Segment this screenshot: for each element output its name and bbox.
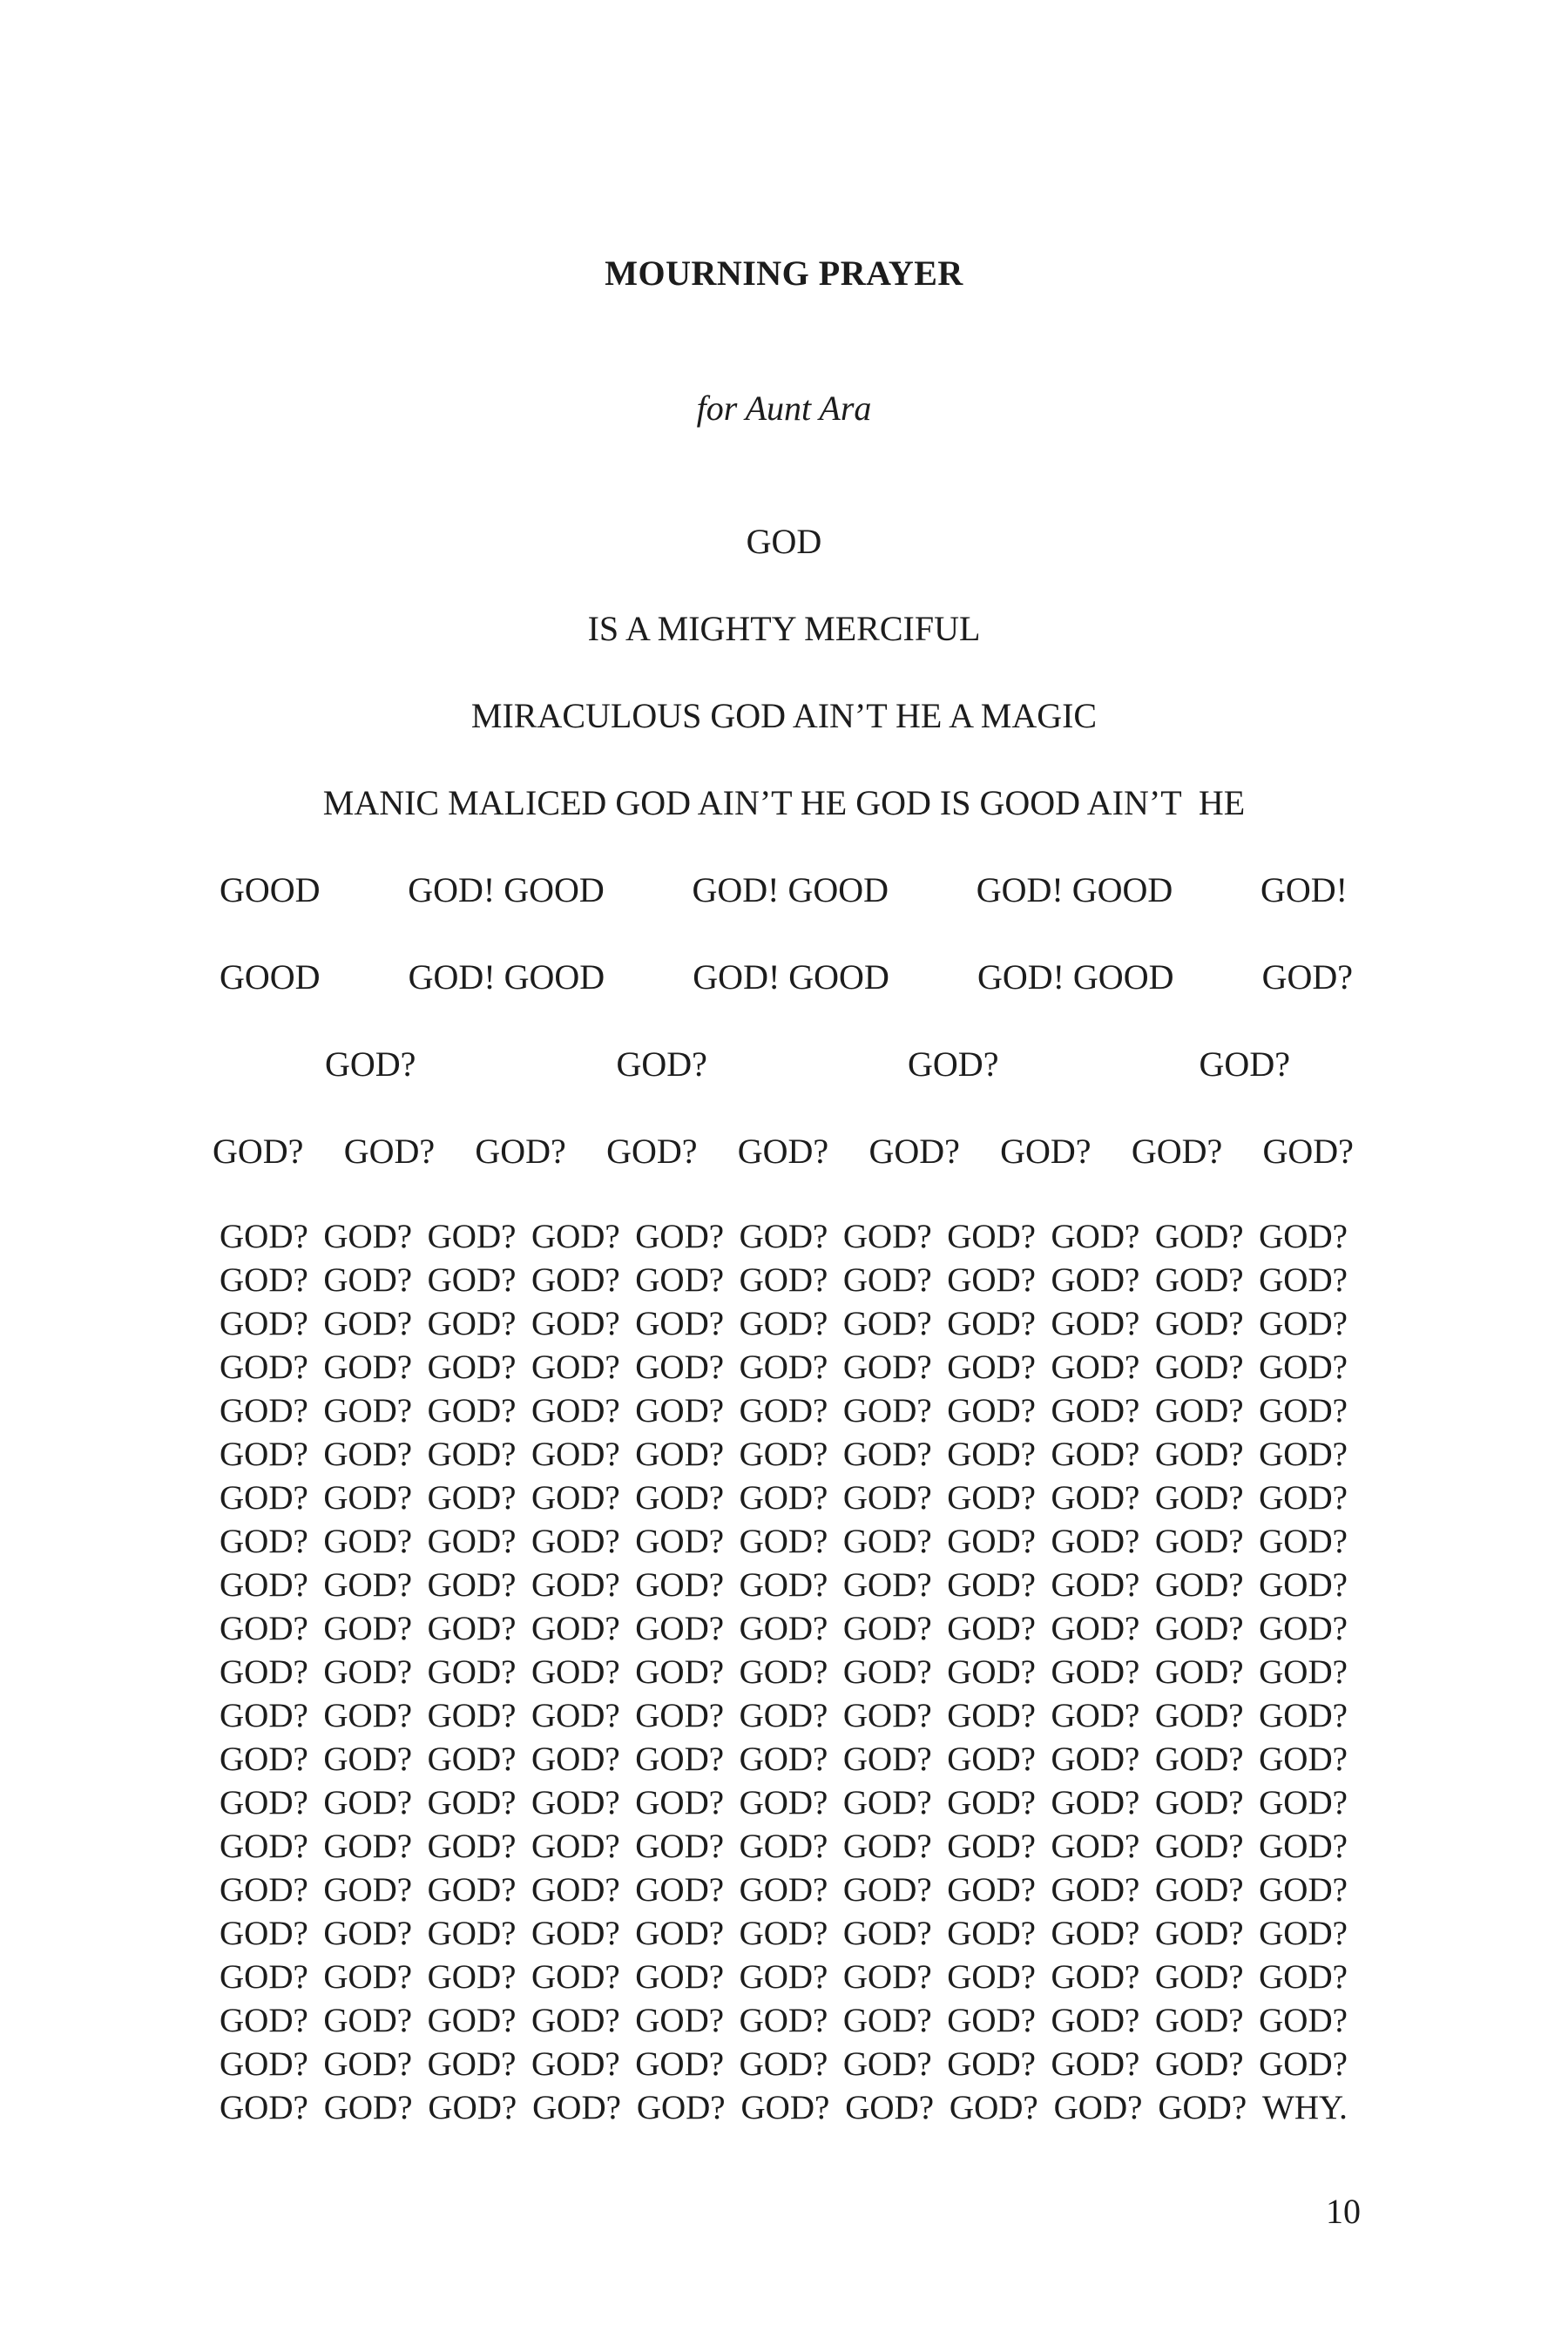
god-token: GOD?	[947, 1784, 1036, 1821]
god-token: GOD?	[635, 1392, 725, 1429]
poem-word: GOD?	[1000, 1132, 1092, 1171]
god-token: GOD?	[635, 1348, 725, 1386]
god-token: GOD?	[1154, 1915, 1244, 1952]
god-token: GOD?	[739, 1523, 828, 1560]
god-token: GOD?	[947, 1479, 1036, 1517]
god-token: GOD?	[1259, 1436, 1348, 1473]
god-token: GOD?	[947, 1305, 1036, 1342]
god-token: GOD?	[323, 1436, 413, 1473]
god-token: GOD?	[427, 1871, 517, 1909]
god-token: GOD?	[842, 1305, 932, 1342]
god-block-line	[220, 1302, 1348, 1346]
god-token: GOD?	[635, 2002, 725, 2039]
god-token: GOD?	[427, 1261, 517, 1299]
god-token: GOD?	[842, 1348, 932, 1386]
god-token: GOD?	[1259, 1261, 1348, 1299]
god-token: GOD?	[531, 1348, 620, 1386]
god-token: GOD?	[739, 1915, 828, 1952]
god-token: GOD?	[1053, 2089, 1143, 2126]
god-token: GOD?	[1051, 1740, 1140, 1778]
poem-word: GOD?	[606, 1132, 698, 1171]
god-token: GOD?	[1259, 1828, 1348, 1865]
god-token: GOD?	[635, 1784, 725, 1821]
god-token: GOD?	[635, 1958, 725, 1996]
god-token: GOD?	[947, 1740, 1036, 1778]
god-token: GOD?	[323, 2089, 413, 2126]
god-token: GOD?	[949, 2089, 1038, 2126]
poem-word: GOD?	[213, 1132, 304, 1171]
poem-spread-row	[220, 956, 1353, 997]
god-token: GOD?	[220, 1479, 308, 1517]
god-token: GOD?	[947, 1915, 1036, 1952]
god-block-line	[220, 1346, 1348, 1389]
god-token: GOD?	[842, 1523, 932, 1560]
poem-dedication: for Aunt Ara	[696, 389, 872, 428]
god-token: GOD?	[323, 1784, 413, 1821]
god-token: GOD?	[427, 1653, 517, 1691]
god-token: GOD?	[1051, 1784, 1140, 1821]
god-token: GOD?	[947, 2045, 1036, 2083]
god-token: GOD?	[739, 1740, 828, 1778]
poem-word: GOOD	[220, 957, 321, 997]
god-token: GOD?	[739, 1218, 828, 1255]
poem-spread-row	[325, 1044, 1290, 1085]
god-token: GOD?	[1051, 1392, 1140, 1429]
god-token: GOD?	[427, 1523, 517, 1560]
god-token: GOD?	[635, 1915, 725, 1952]
god-block-line	[220, 1389, 1348, 1433]
god-token: GOD?	[739, 1958, 828, 1996]
god-block-line	[220, 1956, 1348, 1999]
god-block-line	[220, 1215, 1348, 1259]
god-token: GOD?	[531, 1828, 620, 1865]
god-token: GOD?	[531, 2045, 620, 2083]
god-block-line	[220, 1651, 1348, 1694]
god-token: GOD?	[1154, 2002, 1244, 2039]
god-token: GOD?	[635, 1566, 725, 1604]
god-token: GOD?	[635, 2045, 725, 2083]
god-token: GOD?	[323, 1305, 413, 1342]
god-token: GOD?	[220, 1828, 308, 1865]
god-token: GOD?	[947, 2002, 1036, 2039]
god-token: GOD?	[842, 1740, 932, 1778]
god-token: GOD?	[842, 1261, 932, 1299]
god-token: GOD?	[323, 1610, 413, 1647]
god-token: GOD?	[739, 1653, 828, 1691]
god-block-line	[220, 1738, 1348, 1781]
god-token: GOD?	[947, 1218, 1036, 1255]
god-token: GOD?	[1051, 1871, 1140, 1909]
god-token: GOD?	[531, 1610, 620, 1647]
god-token: GOD?	[635, 1305, 725, 1342]
god-token: GOD?	[1259, 2045, 1348, 2083]
god-token: GOD?	[220, 1218, 308, 1255]
god-token: GOD?	[427, 1784, 517, 1821]
god-token: GOD?	[220, 1436, 308, 1473]
god-token: GOD?	[739, 1784, 828, 1821]
god-token: GOD?	[323, 1261, 413, 1299]
god-token: GOD?	[323, 1348, 413, 1386]
god-block-line	[220, 1825, 1348, 1869]
god-token: GOD?	[842, 1392, 932, 1429]
god-token: GOD?	[427, 1828, 517, 1865]
god-token: GOD?	[220, 1653, 308, 1691]
god-token: GOD?	[220, 2089, 308, 2126]
god-token: GOD?	[323, 1218, 413, 1255]
god-token: GOD?	[1259, 1740, 1348, 1778]
god-token: GOD?	[323, 1740, 413, 1778]
poem-line-3: MIRACULOUS GOD AIN’T HE A MAGIC	[470, 696, 1098, 735]
god-token: GOD?	[427, 1218, 517, 1255]
god-token: GOD?	[1259, 1348, 1348, 1386]
god-token: GOD?	[740, 2089, 830, 2126]
god-token: GOD?	[1154, 1261, 1244, 1299]
god-token: GOD?	[1259, 1218, 1348, 1255]
god-token: GOD?	[842, 1218, 932, 1255]
god-token: GOD?	[1154, 1479, 1244, 1517]
god-token: GOD?	[220, 1261, 308, 1299]
god-token: GOD?	[532, 2089, 621, 2126]
god-token: GOD?	[739, 1479, 828, 1517]
god-token: GOD?	[842, 1828, 932, 1865]
god-token: GOD?	[1051, 1261, 1140, 1299]
god-token: GOD?	[842, 1958, 932, 1996]
god-token: GOD?	[947, 1697, 1036, 1734]
god-token: GOD?	[947, 1828, 1036, 1865]
god-token: GOD?	[1051, 1305, 1140, 1342]
poem-word: GOD?	[908, 1044, 999, 1084]
god-token: GOD?	[427, 1479, 517, 1517]
god-token: GOD?	[1051, 1915, 1140, 1952]
god-token: GOD?	[323, 1523, 413, 1560]
poem-word: GOD! GOOD	[408, 957, 605, 997]
god-token: GOD?	[1051, 1828, 1140, 1865]
god-token: GOD?	[1051, 1958, 1140, 1996]
god-token: GOD?	[947, 1958, 1036, 1996]
god-token: GOD?	[220, 2002, 308, 2039]
god-token: GOD?	[1051, 1523, 1140, 1560]
poem-word: GOD?	[343, 1132, 436, 1171]
god-token: GOD?	[1154, 1348, 1244, 1386]
god-token: GOD?	[427, 1697, 517, 1734]
poem-spread-row	[220, 869, 1348, 910]
god-token: GOD?	[842, 2002, 932, 2039]
god-block-line	[220, 1781, 1348, 1825]
god-token: GOD?	[842, 1566, 932, 1604]
god-block-line	[220, 2043, 1348, 2086]
god-token: GOD?	[220, 1392, 308, 1429]
poem-word: GOD?	[1262, 1132, 1354, 1171]
god-token: GOD?	[220, 1740, 308, 1778]
god-token: GOD?	[1154, 1653, 1244, 1691]
god-token: GOD?	[739, 1305, 828, 1342]
god-token: GOD?	[323, 2002, 413, 2039]
god-token: GOD?	[427, 1740, 517, 1778]
god-token: GOD?	[427, 1566, 517, 1604]
god-token: GOD?	[427, 1348, 517, 1386]
god-block-line	[220, 1869, 1348, 1912]
god-token: GOD?	[842, 1479, 932, 1517]
god-token: GOD?	[427, 1958, 517, 1996]
poem-word: GOD!	[1260, 870, 1348, 909]
god-token: GOD?	[739, 1697, 828, 1734]
poem-word: GOD! GOOD	[977, 957, 1174, 997]
god-token: GOD?	[531, 1523, 620, 1560]
god-token: GOD?	[531, 1305, 620, 1342]
god-token: GOD?	[1259, 1697, 1348, 1734]
god-token: GOD?	[323, 1828, 413, 1865]
god-token: GOD?	[1051, 1610, 1140, 1647]
god-block-line	[220, 1259, 1348, 1302]
god-block-line	[220, 1477, 1348, 1520]
god-token: GOD?	[1051, 1218, 1140, 1255]
god-token: GOD?	[947, 1261, 1036, 1299]
god-token: GOD?	[1051, 1653, 1140, 1691]
god-token: GOD?	[739, 1828, 828, 1865]
god-token: GOD?	[635, 1697, 725, 1734]
page-number: 10	[1326, 2192, 1361, 2231]
god-token: GOD?	[1154, 2045, 1244, 2083]
god-token: GOD?	[842, 1915, 932, 1952]
god-token: GOD?	[531, 1566, 620, 1604]
god-token: GOD?	[220, 1348, 308, 1386]
god-token: GOD?	[428, 2089, 517, 2126]
poem-word: GOD! GOOD	[692, 870, 889, 909]
poem-line-2: IS A MIGHTY MERCIFUL	[587, 609, 981, 648]
god-token: GOD?	[636, 2089, 726, 2126]
god-token: GOD?	[323, 1392, 413, 1429]
god-token: GOD?	[947, 1653, 1036, 1691]
poem-title: MOURNING PRAYER	[605, 253, 963, 293]
god-token: GOD?	[427, 2045, 517, 2083]
poem-word: GOD?	[868, 1132, 960, 1171]
god-token: GOD?	[1051, 1566, 1140, 1604]
god-token: GOD?	[1154, 1610, 1244, 1647]
god-token: GOD?	[323, 1479, 413, 1517]
god-token: GOD?	[1154, 1305, 1244, 1342]
poem-spread-row	[213, 1131, 1354, 1172]
god-token: GOD?	[323, 1915, 413, 1952]
god-token: GOD?	[739, 1392, 828, 1429]
god-token: GOD?	[220, 1915, 308, 1952]
repeated-god-block	[220, 1215, 1348, 2130]
god-token: GOD?	[635, 1436, 725, 1473]
god-token: GOD?	[323, 1697, 413, 1734]
god-token: GOD?	[531, 1784, 620, 1821]
god-token: GOD?	[635, 1653, 725, 1691]
god-token: GOD?	[739, 1261, 828, 1299]
god-token: GOD?	[1051, 1697, 1140, 1734]
god-token: GOD?	[635, 1610, 725, 1647]
god-token: GOD?	[1259, 1305, 1348, 1342]
poem-word: GOD! GOOD	[408, 870, 605, 909]
god-token: GOD?	[427, 1392, 517, 1429]
god-token: GOD?	[427, 1305, 517, 1342]
god-token: GOD?	[220, 1697, 308, 1734]
god-token: GOD?	[947, 1610, 1036, 1647]
god-token: GOD?	[947, 1348, 1036, 1386]
poem-word: GOD?	[1131, 1132, 1223, 1171]
god-token: GOD?	[1259, 1566, 1348, 1604]
god-token: GOD?	[842, 1784, 932, 1821]
god-token: GOD?	[1259, 1958, 1348, 1996]
god-block-line	[220, 2086, 1348, 2130]
god-token: GOD?	[1154, 1218, 1244, 1255]
god-token: GOD?	[1051, 1479, 1140, 1517]
god-token: GOD?	[427, 2002, 517, 2039]
god-token: GOD?	[1154, 1697, 1244, 1734]
god-token: GOD?	[220, 2045, 308, 2083]
god-token: GOD?	[220, 1784, 308, 1821]
god-token: GOD?	[1259, 2002, 1348, 2039]
god-token: GOD?	[1259, 1915, 1348, 1952]
god-block-line	[220, 1607, 1348, 1651]
god-token: GOD?	[1154, 1392, 1244, 1429]
god-token: GOD?	[1154, 1828, 1244, 1865]
god-token: GOD?	[842, 1871, 932, 1909]
god-token: GOD?	[220, 1958, 308, 1996]
god-block-line	[220, 1999, 1348, 2043]
poem-word: GOD! GOOD	[976, 870, 1173, 909]
god-token: GOD?	[427, 1610, 517, 1647]
poem-line-4: MANIC MALICED GOD AIN’T HE GOD IS GOOD AIN’T HE	[322, 783, 1246, 822]
god-token: GOD?	[1154, 1740, 1244, 1778]
god-token: GOD?	[531, 2002, 620, 2039]
god-token: GOD?	[323, 1566, 413, 1604]
god-token: GOD?	[531, 1915, 620, 1952]
god-token: GOD?	[947, 1436, 1036, 1473]
god-token: GOD?	[947, 1392, 1036, 1429]
god-token: GOD?	[635, 1740, 725, 1778]
god-block-line	[220, 1520, 1348, 1564]
god-token: GOD?	[1051, 2002, 1140, 2039]
god-token: GOD?	[323, 2045, 413, 2083]
god-block-line	[220, 1912, 1348, 1956]
god-token: GOD?	[220, 1523, 308, 1560]
god-token: GOD?	[947, 1566, 1036, 1604]
poem-line-1: GOD	[746, 522, 822, 561]
god-token: GOD?	[842, 1436, 932, 1473]
god-token: GOD?	[842, 1653, 932, 1691]
poem-word: GOD?	[475, 1132, 566, 1171]
god-token: GOD?	[220, 1610, 308, 1647]
god-token: GOD?	[1154, 1784, 1244, 1821]
god-token: GOD?	[739, 1610, 828, 1647]
god-token: GOD?	[323, 1958, 413, 1996]
poem-word: GOD?	[737, 1132, 829, 1171]
poem-word: GOD?	[1261, 957, 1353, 997]
god-token: GOD?	[1259, 1479, 1348, 1517]
god-token: GOD?	[531, 1218, 620, 1255]
god-token: GOD?	[635, 1523, 725, 1560]
god-token: GOD?	[427, 1915, 517, 1952]
god-token: GOD?	[1158, 2089, 1247, 2126]
god-token: GOD?	[531, 1436, 620, 1473]
god-token: GOD?	[220, 1566, 308, 1604]
god-token: GOD?	[635, 1261, 725, 1299]
god-token: GOD?	[845, 2089, 935, 2126]
god-token: GOD?	[635, 1828, 725, 1865]
god-token: GOD?	[531, 1740, 620, 1778]
god-token: GOD?	[1154, 1871, 1244, 1909]
god-token: GOD?	[739, 1566, 828, 1604]
god-token: GOD?	[427, 1436, 517, 1473]
god-token: GOD?	[947, 1523, 1036, 1560]
god-token: GOD?	[1051, 1348, 1140, 1386]
god-token: GOD?	[1259, 1610, 1348, 1647]
god-token: GOD?	[1259, 1784, 1348, 1821]
god-token: GOD?	[739, 1871, 828, 1909]
god-token: GOD?	[1259, 1523, 1348, 1560]
god-token: GOD?	[842, 1697, 932, 1734]
god-token: GOD?	[531, 1958, 620, 1996]
god-token: GOD?	[531, 1653, 620, 1691]
god-token: GOD?	[1259, 1871, 1348, 1909]
god-token: WHY.	[1262, 2089, 1348, 2126]
god-token: GOD?	[1154, 1523, 1244, 1560]
poem-word: GOD?	[616, 1044, 707, 1084]
god-token: GOD?	[635, 1218, 725, 1255]
god-token: GOD?	[842, 2045, 932, 2083]
god-block-line	[220, 1694, 1348, 1738]
god-token: GOD?	[531, 1479, 620, 1517]
god-token: GOD?	[531, 1392, 620, 1429]
god-token: GOD?	[1051, 2045, 1140, 2083]
god-token: GOD?	[635, 1871, 725, 1909]
god-token: GOD?	[531, 1261, 620, 1299]
god-token: GOD?	[739, 2045, 828, 2083]
god-token: GOD?	[635, 1479, 725, 1517]
god-token: GOD?	[947, 1871, 1036, 1909]
god-token: GOD?	[323, 1653, 413, 1691]
god-token: GOD?	[1154, 1436, 1244, 1473]
god-token: GOD?	[1051, 1436, 1140, 1473]
god-token: GOD?	[1259, 1653, 1348, 1691]
god-token: GOD?	[220, 1305, 308, 1342]
poem-word: GOOD	[220, 870, 321, 909]
god-token: GOD?	[739, 1348, 828, 1386]
god-token: GOD?	[739, 2002, 828, 2039]
god-token: GOD?	[842, 1610, 932, 1647]
god-token: GOD?	[1259, 1392, 1348, 1429]
poem-word: GOD! GOOD	[693, 957, 889, 997]
god-token: GOD?	[1154, 1566, 1244, 1604]
god-token: GOD?	[739, 1436, 828, 1473]
god-block-line	[220, 1564, 1348, 1607]
god-token: GOD?	[531, 1697, 620, 1734]
god-block-line	[220, 1433, 1348, 1477]
god-token: GOD?	[1154, 1958, 1244, 1996]
god-token: GOD?	[323, 1871, 413, 1909]
god-token: GOD?	[531, 1871, 620, 1909]
poem-word: GOD?	[1199, 1044, 1290, 1084]
poem-word: GOD?	[325, 1044, 416, 1084]
god-token: GOD?	[220, 1871, 308, 1909]
